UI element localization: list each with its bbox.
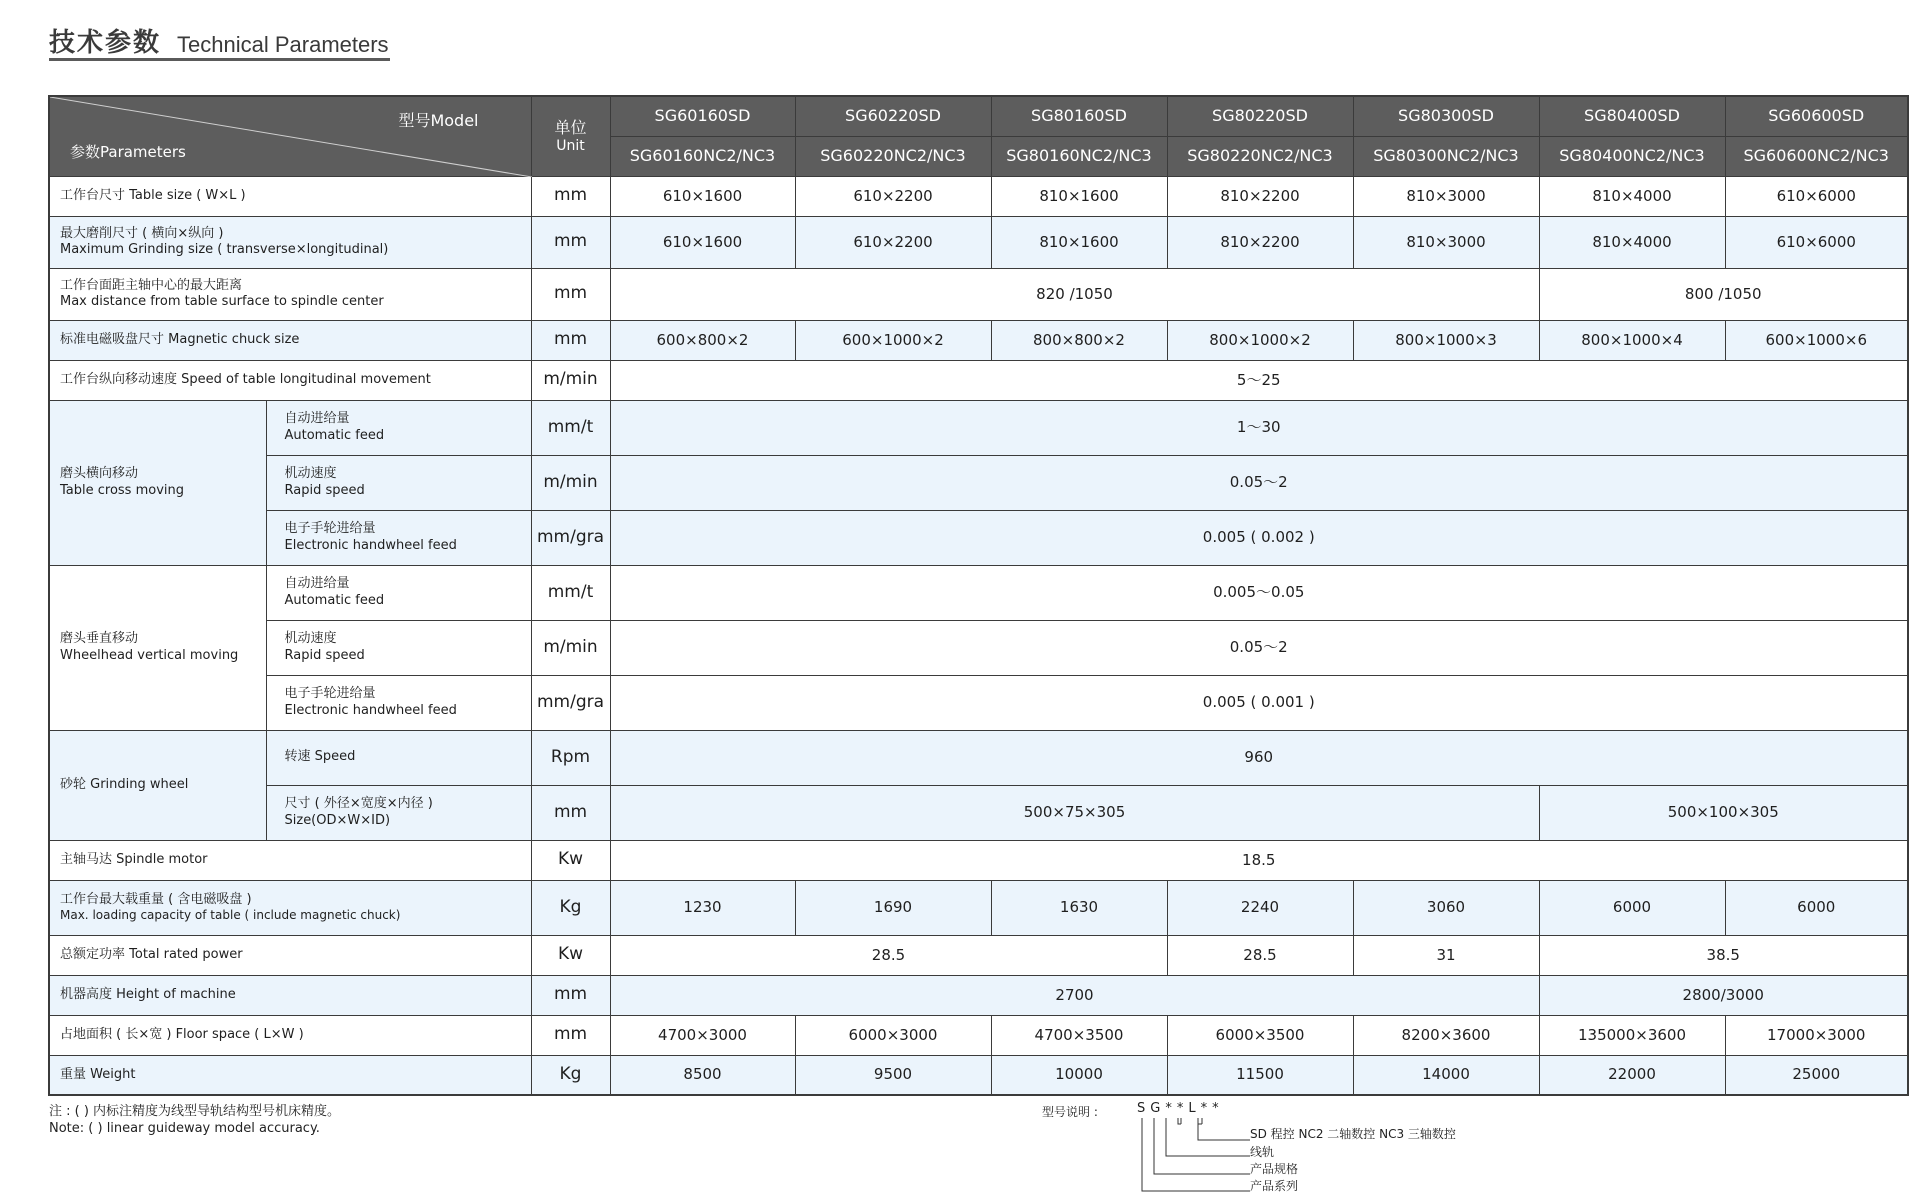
value-cell: 800×800×2 (991, 320, 1167, 360)
unit-cn: 单位 (554, 117, 587, 137)
value-cell: 500×100×305 (1539, 785, 1908, 840)
param-label-en: Max distance from table surface to spindle center (60, 294, 384, 309)
param-label (49, 880, 531, 935)
legend-item: 产品系列 (1250, 1179, 1299, 1193)
value-cell: 610×6000 (1725, 176, 1908, 216)
param-label-cn: 最大磨削尺寸 ( 横向×纵向 ) (60, 225, 224, 241)
sub-label (266, 455, 531, 510)
unit-cell: Kg (531, 1055, 610, 1095)
group-label (49, 400, 266, 565)
value-cell: 610×6000 (1725, 216, 1908, 268)
unit-header (531, 96, 610, 176)
row-max-grinding (49, 216, 1908, 268)
group-label-en: Table cross moving (60, 482, 185, 498)
corner-header (49, 96, 531, 176)
value-cell: 810×3000 (1353, 216, 1539, 268)
value-cell: 800×1000×3 (1353, 320, 1539, 360)
value-cell: 810×1600 (991, 176, 1167, 216)
value-cell: 610×1600 (610, 176, 795, 216)
value-cell: 3060 (1353, 880, 1539, 935)
value-cell: 9500 (795, 1055, 991, 1095)
model-sd: SG80160SD (991, 96, 1167, 136)
corner-params: 参数Parameters (70, 142, 186, 161)
sub-label: 转速 Speed (266, 730, 531, 785)
sub-label-cn: 机动速度 (284, 631, 337, 647)
row-cross-hand (49, 510, 1908, 565)
legend-item: 产品规格 (1250, 1162, 1299, 1176)
unit-cell: mm/t (531, 400, 610, 455)
sub-label (266, 400, 531, 455)
row-vertical-hand (49, 675, 1908, 730)
group-label (49, 565, 266, 730)
value-cell: 2240 (1167, 880, 1353, 935)
value-cell: 960 (610, 730, 1908, 785)
sub-label-cn: 自动进给量 (284, 411, 350, 427)
row-power (49, 935, 1908, 975)
unit-cell: mm (531, 975, 610, 1015)
sub-label (266, 620, 531, 675)
unit-cell: mm/gra (531, 510, 610, 565)
value-cell: 6000×3000 (795, 1015, 991, 1055)
model-nc: SG80160NC2/NC3 (991, 136, 1167, 176)
param-label: 机器高度 Height of machine (49, 975, 531, 1015)
sub-label-cn: 电子手轮进给量 (284, 521, 376, 537)
group-label-cn: 磨头横向移动 (60, 466, 139, 482)
param-label-cn: 工作台最大载重量 ( 含电磁吸盘 ) (60, 891, 252, 907)
value-cell: 810×4000 (1539, 176, 1725, 216)
value-cell: 500×75×305 (610, 785, 1539, 840)
param-label (49, 268, 531, 320)
corner-model: 型号Model (398, 111, 479, 130)
title-cn: 技术参数 (49, 28, 162, 58)
param-label: 工作台纵向移动速度 Speed of table longitudinal movement (49, 360, 531, 400)
value-cell: 2800/3000 (1539, 975, 1908, 1015)
unit-cell: mm (531, 785, 610, 840)
value-cell: 0.005 ( 0.001 ) (610, 675, 1908, 730)
value-cell: 610×2200 (795, 216, 991, 268)
model-nc: SG80400NC2/NC3 (1539, 136, 1725, 176)
value-cell: 810×4000 (1539, 216, 1725, 268)
param-label: 主轴马达 Spindle motor (49, 840, 531, 880)
value-cell: 810×1600 (991, 216, 1167, 268)
row-spindle (49, 840, 1908, 880)
value-cell: 10000 (991, 1055, 1167, 1095)
value-cell: 18.5 (610, 840, 1908, 880)
unit-en: Unit (556, 137, 585, 154)
legend-item: SD 程控 NC2 二轴数控 NC3 三轴数控 (1250, 1127, 1456, 1141)
value-cell: 6000 (1725, 880, 1908, 935)
model-nc: SG60160NC2/NC3 (610, 136, 795, 176)
corner-diagonal (50, 97, 532, 177)
unit-cell: mm (531, 320, 610, 360)
value-cell: 1690 (795, 880, 991, 935)
value-cell: 800×1000×2 (1167, 320, 1353, 360)
footnote (49, 1103, 340, 1137)
legend-connector-lines (1140, 1116, 1252, 1196)
unit-cell: mm (531, 1015, 610, 1055)
unit-cell: mm/gra (531, 675, 610, 730)
value-cell: 14000 (1353, 1055, 1539, 1095)
row-vertical-rapid (49, 620, 1908, 675)
param-label (49, 216, 531, 268)
model-sd: SG60600SD (1725, 96, 1908, 136)
row-loading (49, 880, 1908, 935)
unit-cell: m/min (531, 455, 610, 510)
value-cell: 1230 (610, 880, 795, 935)
value-cell: 600×1000×6 (1725, 320, 1908, 360)
model-sd: SG60220SD (795, 96, 991, 136)
row-chuck-size (49, 320, 1908, 360)
unit-cell: mm/t (531, 565, 610, 620)
value-cell: 810×3000 (1353, 176, 1539, 216)
sub-label-en: Electronic handwheel feed (284, 537, 457, 553)
sub-label-cn: 自动进给量 (284, 576, 350, 592)
value-cell: 31 (1353, 935, 1539, 975)
value-cell: 0.05～2 (610, 620, 1908, 675)
section-header (49, 22, 389, 59)
value-cell: 600×1000×2 (795, 320, 991, 360)
unit-cell: mm (531, 268, 610, 320)
param-label: 总额定功率 Total rated power (49, 935, 531, 975)
model-nc: SG60220NC2/NC3 (795, 136, 991, 176)
unit-cell: Kw (531, 935, 610, 975)
value-cell: 6000×3500 (1167, 1015, 1353, 1055)
row-wheel-size (49, 785, 1908, 840)
row-height (49, 975, 1908, 1015)
unit-cell: Kw (531, 840, 610, 880)
value-cell: 28.5 (1167, 935, 1353, 975)
sub-label-en: Electronic handwheel feed (284, 702, 457, 718)
unit-cell: Kg (531, 880, 610, 935)
sub-label-en: Automatic feed (284, 427, 385, 443)
row-max-distance (49, 268, 1908, 320)
unit-cell: mm (531, 176, 610, 216)
row-long-speed (49, 360, 1908, 400)
value-cell: 800 /1050 (1539, 268, 1908, 320)
value-cell: 25000 (1725, 1055, 1908, 1095)
value-cell: 810×2200 (1167, 216, 1353, 268)
model-nc: SG60600NC2/NC3 (1725, 136, 1908, 176)
sub-label (266, 565, 531, 620)
value-cell: 810×2200 (1167, 176, 1353, 216)
sub-label (266, 675, 531, 730)
model-sd: SG80300SD (1353, 96, 1539, 136)
row-cross-rapid (49, 455, 1908, 510)
value-cell: 800×1000×4 (1539, 320, 1725, 360)
value-cell: 4700×3000 (610, 1015, 795, 1055)
value-cell: 4700×3500 (991, 1015, 1167, 1055)
value-cell: 0.005～0.05 (610, 565, 1908, 620)
title-en: Technical Parameters (177, 32, 389, 57)
sub-label-en: Automatic feed (284, 592, 385, 608)
group-label: 砂轮 Grinding wheel (49, 730, 266, 840)
sub-label (266, 510, 531, 565)
model-nc: SG80300NC2/NC3 (1353, 136, 1539, 176)
unit-cell: m/min (531, 620, 610, 675)
value-cell: 8500 (610, 1055, 795, 1095)
sub-label-cn: 机动速度 (284, 466, 337, 482)
value-cell: 0.05～2 (610, 455, 1908, 510)
value-cell: 610×1600 (610, 216, 795, 268)
sub-label-cn: 尺寸 ( 外径×宽度×内径 ) (284, 796, 433, 812)
value-cell: 600×800×2 (610, 320, 795, 360)
param-label: 工作台尺寸 Table size ( W×L ) (49, 176, 531, 216)
model-sd: SG80400SD (1539, 96, 1725, 136)
row-weight (49, 1055, 1908, 1095)
sub-label (266, 785, 531, 840)
footnote-en: Note: ( ) linear guideway model accuracy. (49, 1121, 320, 1136)
value-cell: 22000 (1539, 1055, 1725, 1095)
row-floor (49, 1015, 1908, 1055)
unit-cell: mm (531, 216, 610, 268)
value-cell: 1～30 (610, 400, 1908, 455)
sub-label-cn: 电子手轮进给量 (284, 686, 376, 702)
row-wheel-speed (49, 730, 1908, 785)
title-underline (49, 58, 390, 61)
sub-label-en: Size(OD×W×ID) (284, 812, 391, 828)
param-label: 标准电磁吸盘尺寸 Magnetic chuck size (49, 320, 531, 360)
param-label: 重量 Weight (49, 1055, 531, 1095)
row-cross-auto (49, 400, 1908, 455)
value-cell: 38.5 (1539, 935, 1908, 975)
unit-cell: m/min (531, 360, 610, 400)
group-label-cn: 磨头垂直移动 (60, 631, 139, 647)
param-label: 占地面积 ( 长×宽 ) Floor space ( L×W ) (49, 1015, 531, 1055)
unit-cell: Rpm (531, 730, 610, 785)
model-sd: SG80220SD (1167, 96, 1353, 136)
value-cell: 1630 (991, 880, 1167, 935)
legend-item: 线轨 (1250, 1145, 1275, 1159)
legend-title: 型号说明 : (1042, 1105, 1098, 1119)
legend-code: SG**L** (1137, 1101, 1224, 1116)
row-vertical-auto (49, 565, 1908, 620)
param-label-cn: 工作台面距主轴中心的最大距离 (60, 277, 243, 293)
value-cell: 820 /1050 (610, 268, 1539, 320)
param-label-en: Max. loading capacity of table ( include magnetic chuck) (60, 908, 401, 923)
value-cell: 135000×3600 (1539, 1015, 1725, 1055)
sub-label-en: Rapid speed (284, 482, 365, 498)
row-table-size (49, 176, 1908, 216)
model-nc: SG80220NC2/NC3 (1167, 136, 1353, 176)
sub-label-en: Rapid speed (284, 647, 365, 663)
value-cell: 8200×3600 (1353, 1015, 1539, 1055)
footnote-cn: 注 : ( ) 内标注精度为线型导轨结构型号机床精度。 (49, 1104, 341, 1119)
group-label-en: Wheelhead vertical moving (60, 647, 239, 663)
model-sd: SG60160SD (610, 96, 795, 136)
value-cell: 11500 (1167, 1055, 1353, 1095)
value-cell: 5～25 (610, 360, 1908, 400)
value-cell: 610×2200 (795, 176, 991, 216)
spec-table (48, 95, 1909, 1096)
param-label-en: Maximum Grinding size ( transverse×longitudinal) (60, 242, 389, 257)
value-cell: 0.005 ( 0.002 ) (610, 510, 1908, 565)
value-cell: 17000×3000 (1725, 1015, 1908, 1055)
value-cell: 28.5 (610, 935, 1167, 975)
value-cell: 6000 (1539, 880, 1725, 935)
value-cell: 2700 (610, 975, 1539, 1015)
